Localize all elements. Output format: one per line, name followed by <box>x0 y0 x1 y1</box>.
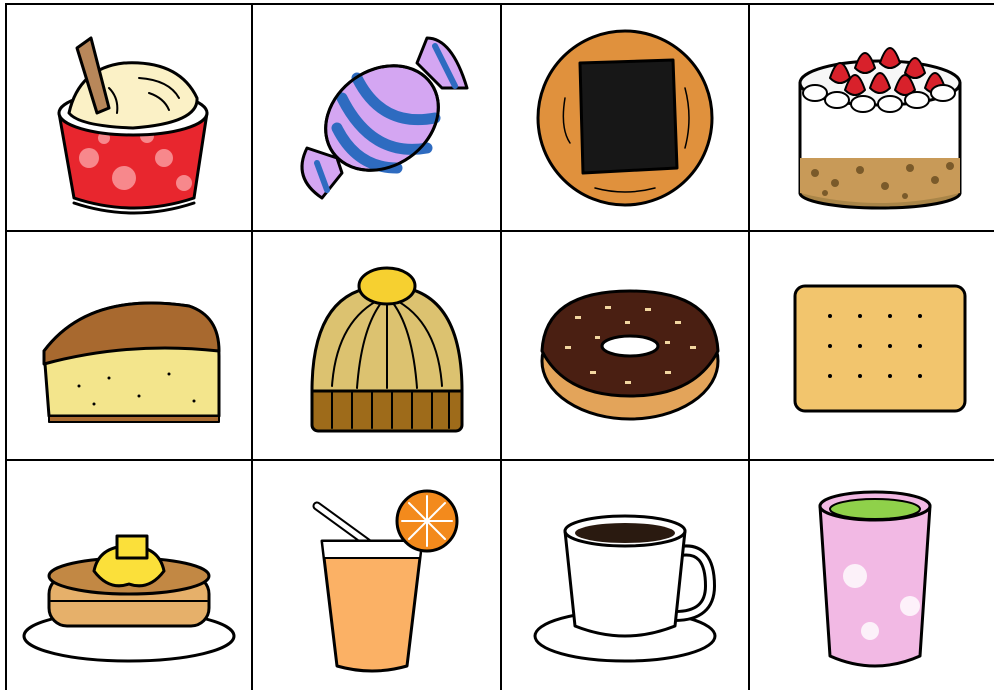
ice-cream-cup-icon <box>29 18 229 218</box>
cell-mont-blanc <box>253 232 502 461</box>
cell-castella <box>5 232 253 461</box>
strawberry-cake-icon <box>775 18 975 218</box>
chocolate-cookie-icon <box>525 18 725 218</box>
green-tea-cup-icon <box>775 476 975 676</box>
chocolate-donut-icon <box>525 246 725 446</box>
cell-candy <box>253 3 502 232</box>
wrapped-candy-icon <box>277 18 477 218</box>
cell-strawberry-cake <box>750 3 994 232</box>
cell-cookie <box>502 3 750 232</box>
cell-biscuit <box>750 232 994 461</box>
food-picture-grid <box>5 3 994 693</box>
mont-blanc-icon <box>277 246 477 446</box>
coffee-cup-icon <box>525 476 725 676</box>
cell-donut <box>502 232 750 461</box>
cell-pancakes <box>5 461 253 690</box>
cell-coffee <box>502 461 750 690</box>
pancakes-icon <box>19 476 239 676</box>
cell-orange-juice <box>253 461 502 690</box>
orange-juice-icon <box>277 476 477 676</box>
biscuit-icon <box>775 246 975 446</box>
cell-ice-cream <box>5 3 253 232</box>
cell-green-tea <box>750 461 994 690</box>
castella-cake-slice-icon <box>29 246 229 446</box>
